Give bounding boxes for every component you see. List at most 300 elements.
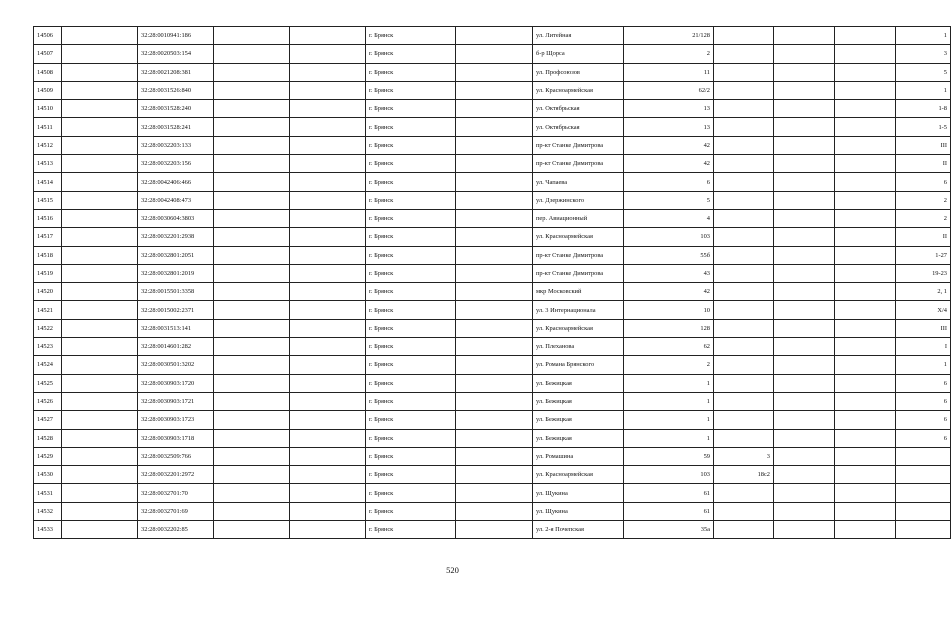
city-cell: г. Брянск <box>366 173 456 191</box>
premises-cell: 1-27 <box>896 246 951 264</box>
empty-cell <box>835 447 896 465</box>
empty-cell <box>835 283 896 301</box>
city-cell: г. Брянск <box>366 81 456 99</box>
extra-cell <box>774 429 835 447</box>
street-cell: мкр Московский <box>533 283 624 301</box>
city-cell: г. Брянск <box>366 484 456 502</box>
extra-cell <box>774 392 835 410</box>
extra-cell <box>774 228 835 246</box>
city-cell: г. Брянск <box>366 374 456 392</box>
table-row <box>34 411 951 429</box>
empty-cell <box>290 521 366 539</box>
table-row <box>34 173 951 191</box>
empty-cell <box>290 374 366 392</box>
table-row <box>34 429 951 447</box>
house-cell: 1 <box>624 429 714 447</box>
empty-cell <box>456 466 533 484</box>
empty-cell <box>214 356 290 374</box>
empty-cell <box>456 173 533 191</box>
street-cell: ул. Бежицкая <box>533 411 624 429</box>
empty-cell <box>62 319 138 337</box>
building-cell <box>714 155 774 173</box>
extra-cell <box>774 466 835 484</box>
street-cell: ул. Чапаева <box>533 173 624 191</box>
empty-cell <box>214 81 290 99</box>
empty-cell <box>456 301 533 319</box>
empty-cell <box>214 209 290 227</box>
city-cell: г. Брянск <box>366 521 456 539</box>
house-cell: 42 <box>624 155 714 173</box>
building-cell <box>714 484 774 502</box>
empty-cell <box>214 502 290 520</box>
empty-cell <box>835 81 896 99</box>
table-row <box>34 319 951 337</box>
empty-cell <box>62 118 138 136</box>
city-cell: г. Брянск <box>366 301 456 319</box>
table-row <box>34 209 951 227</box>
empty-cell <box>456 155 533 173</box>
table-row <box>34 301 951 319</box>
cadastral-number-cell: 32:28:0015501:3358 <box>138 283 214 301</box>
empty-cell <box>214 63 290 81</box>
record-number-cell: 14532 <box>34 502 62 520</box>
building-cell <box>714 411 774 429</box>
empty-cell <box>62 136 138 154</box>
empty-cell <box>456 246 533 264</box>
house-cell: 2 <box>624 45 714 63</box>
empty-cell <box>62 411 138 429</box>
street-cell: пр-кт Станке Димитрова <box>533 136 624 154</box>
house-cell: 43 <box>624 264 714 282</box>
extra-cell <box>774 447 835 465</box>
empty-cell <box>62 502 138 520</box>
empty-cell <box>456 429 533 447</box>
empty-cell <box>214 136 290 154</box>
building-cell <box>714 118 774 136</box>
house-cell: 103 <box>624 228 714 246</box>
empty-cell <box>456 411 533 429</box>
building-cell <box>714 191 774 209</box>
street-cell: ул. Октябрьская <box>533 118 624 136</box>
city-cell: г. Брянск <box>366 246 456 264</box>
house-cell: 2 <box>624 356 714 374</box>
building-cell <box>714 264 774 282</box>
street-cell: ул. Литейная <box>533 27 624 45</box>
empty-cell <box>62 246 138 264</box>
table-row <box>34 466 951 484</box>
empty-cell <box>62 301 138 319</box>
city-cell: г. Брянск <box>366 27 456 45</box>
record-number-cell: 14506 <box>34 27 62 45</box>
table-row <box>34 191 951 209</box>
building-cell <box>714 81 774 99</box>
empty-cell <box>290 484 366 502</box>
cadastral-number-cell: 32:28:0032701:70 <box>138 484 214 502</box>
cadastral-number-cell: 32:28:0032202:85 <box>138 521 214 539</box>
cadastral-number-cell: 32:28:0032801:2019 <box>138 264 214 282</box>
empty-cell <box>290 27 366 45</box>
cadastral-number-cell: 32:28:0042408:473 <box>138 191 214 209</box>
premises-cell: 2 <box>896 209 951 227</box>
empty-cell <box>290 283 366 301</box>
record-number-cell: 14511 <box>34 118 62 136</box>
city-cell: г. Брянск <box>366 319 456 337</box>
empty-cell <box>214 521 290 539</box>
street-cell: ул. Щукина <box>533 484 624 502</box>
empty-cell <box>290 118 366 136</box>
house-cell: 59 <box>624 447 714 465</box>
empty-cell <box>835 228 896 246</box>
house-cell: 10 <box>624 301 714 319</box>
empty-cell <box>214 45 290 63</box>
house-cell: 35а <box>624 521 714 539</box>
extra-cell <box>774 209 835 227</box>
extra-cell <box>774 374 835 392</box>
premises-cell <box>896 447 951 465</box>
cadastral-number-cell: 32:28:0032203:156 <box>138 155 214 173</box>
empty-cell <box>290 264 366 282</box>
empty-cell <box>456 27 533 45</box>
building-cell <box>714 100 774 118</box>
record-number-cell: 14513 <box>34 155 62 173</box>
building-cell <box>714 319 774 337</box>
table-row <box>34 228 951 246</box>
empty-cell <box>835 264 896 282</box>
empty-cell <box>290 45 366 63</box>
empty-cell <box>456 209 533 227</box>
empty-cell <box>456 521 533 539</box>
city-cell: г. Брянск <box>366 45 456 63</box>
empty-cell <box>835 484 896 502</box>
house-cell: 62/2 <box>624 81 714 99</box>
record-number-cell: 14522 <box>34 319 62 337</box>
table-row <box>34 521 951 539</box>
empty-cell <box>62 466 138 484</box>
empty-cell <box>835 411 896 429</box>
premises-cell <box>896 484 951 502</box>
empty-cell <box>835 466 896 484</box>
empty-cell <box>62 155 138 173</box>
building-cell <box>714 429 774 447</box>
empty-cell <box>290 155 366 173</box>
record-number-cell: 14531 <box>34 484 62 502</box>
premises-cell: 2 <box>896 191 951 209</box>
extra-cell <box>774 136 835 154</box>
premises-cell: 6 <box>896 429 951 447</box>
empty-cell <box>214 411 290 429</box>
house-cell: 6 <box>624 173 714 191</box>
cadastral-number-cell: 32:28:0030501:3202 <box>138 356 214 374</box>
building-cell <box>714 228 774 246</box>
record-number-cell: 14524 <box>34 356 62 374</box>
street-cell: ул. Бежицкая <box>533 392 624 410</box>
empty-cell <box>456 374 533 392</box>
city-cell: г. Брянск <box>366 283 456 301</box>
empty-cell <box>290 81 366 99</box>
table-row <box>34 264 951 282</box>
empty-cell <box>835 118 896 136</box>
street-cell: ул. Ромашина <box>533 447 624 465</box>
empty-cell <box>290 392 366 410</box>
empty-cell <box>290 319 366 337</box>
city-cell: г. Брянск <box>366 228 456 246</box>
cadastral-number-cell: 32:28:0032203:133 <box>138 136 214 154</box>
table-row <box>34 81 951 99</box>
page-number: 520 <box>446 565 459 575</box>
empty-cell <box>214 173 290 191</box>
building-cell <box>714 27 774 45</box>
premises-cell: 19-23 <box>896 264 951 282</box>
empty-cell <box>290 466 366 484</box>
table-row <box>34 45 951 63</box>
building-cell <box>714 209 774 227</box>
empty-cell <box>62 100 138 118</box>
empty-cell <box>214 466 290 484</box>
cadastral-number-cell: 32:28:0031528:240 <box>138 100 214 118</box>
extra-cell <box>774 118 835 136</box>
empty-cell <box>290 173 366 191</box>
cadastral-number-cell: 32:28:0032509:766 <box>138 447 214 465</box>
cadastral-number-cell: 32:28:0031526:840 <box>138 81 214 99</box>
empty-cell <box>456 45 533 63</box>
empty-cell <box>456 447 533 465</box>
cadastral-number-cell: 32:28:0032201:2972 <box>138 466 214 484</box>
premises-cell: 1 <box>896 27 951 45</box>
house-cell: 1 <box>624 411 714 429</box>
empty-cell <box>456 264 533 282</box>
table-row <box>34 447 951 465</box>
house-cell: 55б <box>624 246 714 264</box>
extra-cell <box>774 521 835 539</box>
record-number-cell: 14510 <box>34 100 62 118</box>
premises-cell: I <box>896 338 951 356</box>
empty-cell <box>62 356 138 374</box>
empty-cell <box>835 246 896 264</box>
building-cell <box>714 45 774 63</box>
cadastral-number-cell: 32:28:0031513:141 <box>138 319 214 337</box>
city-cell: г. Брянск <box>366 118 456 136</box>
empty-cell <box>62 392 138 410</box>
empty-cell <box>835 136 896 154</box>
extra-cell <box>774 319 835 337</box>
empty-cell <box>290 246 366 264</box>
empty-cell <box>290 301 366 319</box>
empty-cell <box>456 100 533 118</box>
extra-cell <box>774 283 835 301</box>
extra-cell <box>774 411 835 429</box>
city-cell: г. Брянск <box>366 338 456 356</box>
street-cell: ул. Красноармейская <box>533 81 624 99</box>
empty-cell <box>835 374 896 392</box>
extra-cell <box>774 264 835 282</box>
city-cell: г. Брянск <box>366 63 456 81</box>
city-cell: г. Брянск <box>366 411 456 429</box>
empty-cell <box>835 502 896 520</box>
cadastral-number-cell: 32:28:0030903:1721 <box>138 392 214 410</box>
table-row <box>34 100 951 118</box>
street-cell: ул. Плеханова <box>533 338 624 356</box>
record-number-cell: 14526 <box>34 392 62 410</box>
empty-cell <box>214 155 290 173</box>
empty-cell <box>62 374 138 392</box>
empty-cell <box>214 392 290 410</box>
empty-cell <box>214 118 290 136</box>
premises-cell: III <box>896 319 951 337</box>
record-number-cell: 14525 <box>34 374 62 392</box>
extra-cell <box>774 191 835 209</box>
table-row <box>34 246 951 264</box>
record-number-cell: 14509 <box>34 81 62 99</box>
cadastral-number-cell: 32:28:0030903:1720 <box>138 374 214 392</box>
street-cell: ул. Щукина <box>533 502 624 520</box>
empty-cell <box>214 264 290 282</box>
cadastral-number-cell: 32:28:0032201:2938 <box>138 228 214 246</box>
record-number-cell: 14533 <box>34 521 62 539</box>
street-cell: ул. Бежицкая <box>533 374 624 392</box>
empty-cell <box>290 136 366 154</box>
street-cell: ул. Дзержинского <box>533 191 624 209</box>
extra-cell <box>774 81 835 99</box>
city-cell: г. Брянск <box>366 191 456 209</box>
street-cell: ул. Красноармейская <box>533 466 624 484</box>
street-cell: ул. Красноармейская <box>533 228 624 246</box>
empty-cell <box>290 429 366 447</box>
empty-cell <box>835 173 896 191</box>
city-cell: г. Брянск <box>366 356 456 374</box>
premises-cell: 6 <box>896 374 951 392</box>
record-number-cell: 14515 <box>34 191 62 209</box>
city-cell: г. Брянск <box>366 429 456 447</box>
premises-cell <box>896 521 951 539</box>
empty-cell <box>456 356 533 374</box>
empty-cell <box>214 301 290 319</box>
house-cell: 4 <box>624 209 714 227</box>
city-cell: г. Брянск <box>366 466 456 484</box>
empty-cell <box>62 338 138 356</box>
empty-cell <box>835 100 896 118</box>
record-number-cell: 14508 <box>34 63 62 81</box>
table-row <box>34 118 951 136</box>
city-cell: г. Брянск <box>366 447 456 465</box>
premises-cell: III <box>896 136 951 154</box>
table-row <box>34 63 951 81</box>
extra-cell <box>774 502 835 520</box>
building-cell <box>714 246 774 264</box>
cadastral-number-cell: 32:28:0030903:1723 <box>138 411 214 429</box>
empty-cell <box>214 447 290 465</box>
city-cell: г. Брянск <box>366 264 456 282</box>
premises-cell: 5 <box>896 63 951 81</box>
empty-cell <box>456 81 533 99</box>
record-number-cell: 14514 <box>34 173 62 191</box>
extra-cell <box>774 484 835 502</box>
building-cell: 3 <box>714 447 774 465</box>
building-cell <box>714 173 774 191</box>
extra-cell <box>774 246 835 264</box>
empty-cell <box>62 484 138 502</box>
empty-cell <box>456 63 533 81</box>
street-cell: ул. Красноармейская <box>533 319 624 337</box>
empty-cell <box>835 319 896 337</box>
empty-cell <box>62 283 138 301</box>
street-cell: пр-кт Станке Димитрова <box>533 264 624 282</box>
empty-cell <box>835 191 896 209</box>
house-cell: 21/128 <box>624 27 714 45</box>
record-number-cell: 14527 <box>34 411 62 429</box>
extra-cell <box>774 356 835 374</box>
empty-cell <box>835 356 896 374</box>
premises-cell: 1 <box>896 81 951 99</box>
empty-cell <box>62 228 138 246</box>
premises-cell: II <box>896 155 951 173</box>
premises-cell: 6 <box>896 173 951 191</box>
premises-cell: 2, 1 <box>896 283 951 301</box>
building-cell <box>714 374 774 392</box>
street-cell: ул. Профсоюзов <box>533 63 624 81</box>
empty-cell <box>456 392 533 410</box>
empty-cell <box>214 484 290 502</box>
empty-cell <box>62 45 138 63</box>
house-cell: 13 <box>624 100 714 118</box>
extra-cell <box>774 301 835 319</box>
empty-cell <box>456 338 533 356</box>
house-cell: 61 <box>624 484 714 502</box>
house-cell: 5 <box>624 191 714 209</box>
building-cell: 18с2 <box>714 466 774 484</box>
cadastral-number-cell: 32:28:0030903:1718 <box>138 429 214 447</box>
empty-cell <box>456 484 533 502</box>
building-cell <box>714 283 774 301</box>
cadastral-number-cell: 32:28:0010941:186 <box>138 27 214 45</box>
empty-cell <box>835 338 896 356</box>
extra-cell <box>774 173 835 191</box>
extra-cell <box>774 338 835 356</box>
empty-cell <box>290 63 366 81</box>
extra-cell <box>774 45 835 63</box>
empty-cell <box>456 118 533 136</box>
empty-cell <box>62 447 138 465</box>
premises-cell: X/4 <box>896 301 951 319</box>
cadastral-number-cell: 32:28:0042406:466 <box>138 173 214 191</box>
empty-cell <box>62 173 138 191</box>
building-cell <box>714 392 774 410</box>
building-cell <box>714 301 774 319</box>
empty-cell <box>290 100 366 118</box>
table-row <box>34 283 951 301</box>
city-cell: г. Брянск <box>366 100 456 118</box>
record-number-cell: 14517 <box>34 228 62 246</box>
table-row <box>34 356 951 374</box>
table-row <box>34 392 951 410</box>
empty-cell <box>62 63 138 81</box>
cadastral-number-cell: 32:28:0014601:282 <box>138 338 214 356</box>
empty-cell <box>214 283 290 301</box>
house-cell: 13 <box>624 118 714 136</box>
empty-cell <box>456 502 533 520</box>
record-number-cell: 14523 <box>34 338 62 356</box>
record-number-cell: 14519 <box>34 264 62 282</box>
empty-cell <box>290 209 366 227</box>
empty-cell <box>214 429 290 447</box>
extra-cell <box>774 27 835 45</box>
street-cell: пр-кт Станке Димитрова <box>533 246 624 264</box>
table-row <box>34 155 951 173</box>
building-cell <box>714 502 774 520</box>
empty-cell <box>62 521 138 539</box>
table-row <box>34 374 951 392</box>
city-cell: г. Брянск <box>366 209 456 227</box>
cadastral-number-cell: 32:28:0032701:69 <box>138 502 214 520</box>
